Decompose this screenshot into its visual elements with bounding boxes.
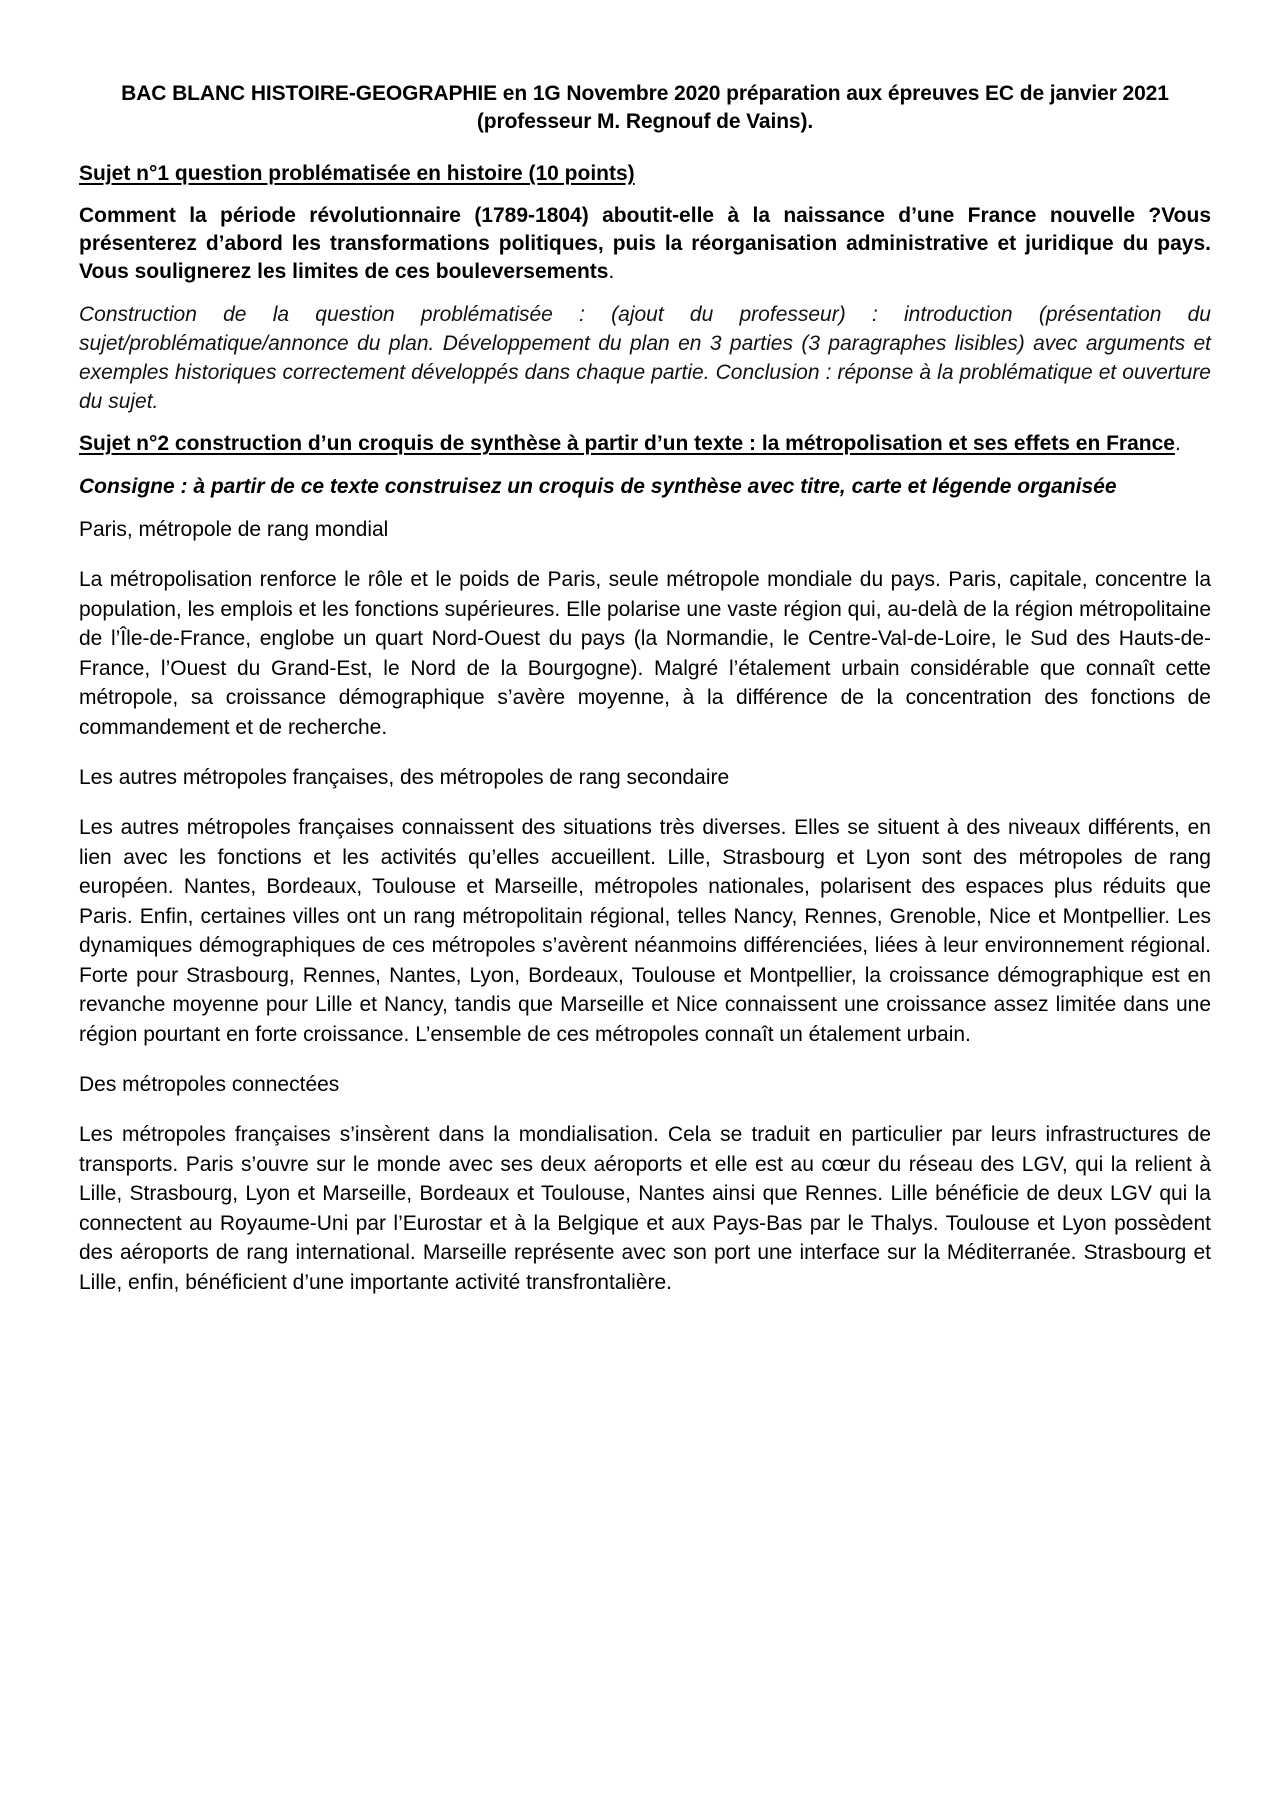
section-title-paris: Paris, métropole de rang mondial — [79, 518, 389, 541]
document-title: BAC BLANC HISTOIRE-GEOGRAPHIE en 1G Novembre 2020 préparation aux épreuves EC de janvier 2021 (professeur M. Regnouf de Vains). — [121, 82, 1169, 133]
subject2-heading-text: Sujet n°2 construction d’un croquis de synthèse à partir d’un texte : la métropolisation et ses effets en France — [79, 432, 1175, 455]
subject1-guidance: Construction de la question problématisée : (ajout du professeur) : introduction (présentation du sujet/problématique/annonce du plan. Développement du plan en 3 parties (3 paragraphes lisibles) avec arguments et exemples historiques correctement développés dans chaque partie. Conclusion : réponse à la problématique et ouverture du sujet. — [79, 303, 1211, 413]
subject1-question-period: . — [608, 260, 615, 283]
section-text-autres-metropoles: Les autres métropoles françaises connaissent des situations très diverses. Elles se situent à des niveaux différents, en lien avec les fonctions et les activités qu’elles accueillent. Lille, Strasbourg et Lyon sont des métropoles de rang européen. Nantes, Bordeaux, Toulouse et Marseille, métropoles nationales, polarisent des espaces plus réduits que Paris. Enfin, certaines villes ont un rang métropolitain régional, telles Nancy, Rennes, Grenoble, Nice et Montpellier. Les dynamiques démographiques de ces métropoles s’avèrent néanmoins différenciées, liées à leur environnement régional. Forte pour Strasbourg, Rennes, Nantes, Lyon, Bordeaux, Toulouse et Montpellier, la croissance démographique est en revanche moyenne pour Lille et Nancy, tandis que Marseille et Nice connaissent une croissance assez limitée dans une région pourtant en forte croissance. L’ensemble de ces métropoles connaît un étalement urbain. — [79, 816, 1211, 1046]
section-title-metropoles-connectees: Des métropoles connectées — [79, 1073, 340, 1096]
subject1-heading — [79, 160, 1211, 188]
section-text-paris: La métropolisation renforce le rôle et le poids de Paris, seule métropole mondiale du pays. Paris, capitale, concentre la population, les emplois et les fonctions supérieures. Elle polarise une vaste région qui, au-delà de la région métropolitaine de l’Île-de-France, englobe un quart Nord-Ouest du pays (la Normandie, le Centre-Val-de-Loire, le Sud des Hauts-de-France, l’Ouest du Grand-Est, le Nord de la Bourgogne). Malgré l’étalement urbain considérable que connaît cette métropole, sa croissance démographique s’avère moyenne, à la différence de la concentration des fonctions de commandement et de recherche. — [79, 568, 1211, 739]
section-title-autres-metropoles: Les autres métropoles françaises, des métropoles de rang secondaire — [79, 766, 730, 789]
subject2-heading — [79, 430, 1211, 458]
subject1-question — [79, 202, 1211, 286]
document-page — [79, 80, 1211, 1318]
subject2-heading-period: . — [1174, 432, 1181, 455]
subject1-heading-text: Sujet n°1 question problématisée en histoire (10 points) — [79, 162, 635, 185]
subject1-question-text: Comment la période révolutionnaire (1789-1804) aboutit-elle à la naissance d’une France nouvelle ?Vous présenterez d’abord les transformations politiques, puis la réorganisation administrative et juridique du pays. Vous soulignerez les limites de ces bouleversements — [79, 204, 1211, 283]
section-text-metropoles-connectees: Les métropoles françaises s’insèrent dans la mondialisation. Cela se traduit en particulier par leurs infrastructures de transports. Paris s’ouvre sur le monde avec ses deux aéroports et elle est au cœur du réseau des LGV, qui la relient à Lille, Strasbourg, Lyon et Marseille, Bordeaux et Toulouse, Nantes ainsi que Rennes. Lille bénéficie de deux LGV qui la connectent au Royaume-Uni par l’Eurostar et à la Belgique et aux Pays-Bas par le Thalys. Toulouse et Lyon possèdent des aéroports de rang international. Marseille représente avec son port une interface sur la Méditerranée. Strasbourg et Lille, enfin, bénéficient d’une importante activité transfrontalière. — [79, 1123, 1211, 1294]
subject2-consigne: Consigne : à partir de ce texte construisez un croquis de synthèse avec titre, carte et légende organisée — [79, 475, 1117, 498]
